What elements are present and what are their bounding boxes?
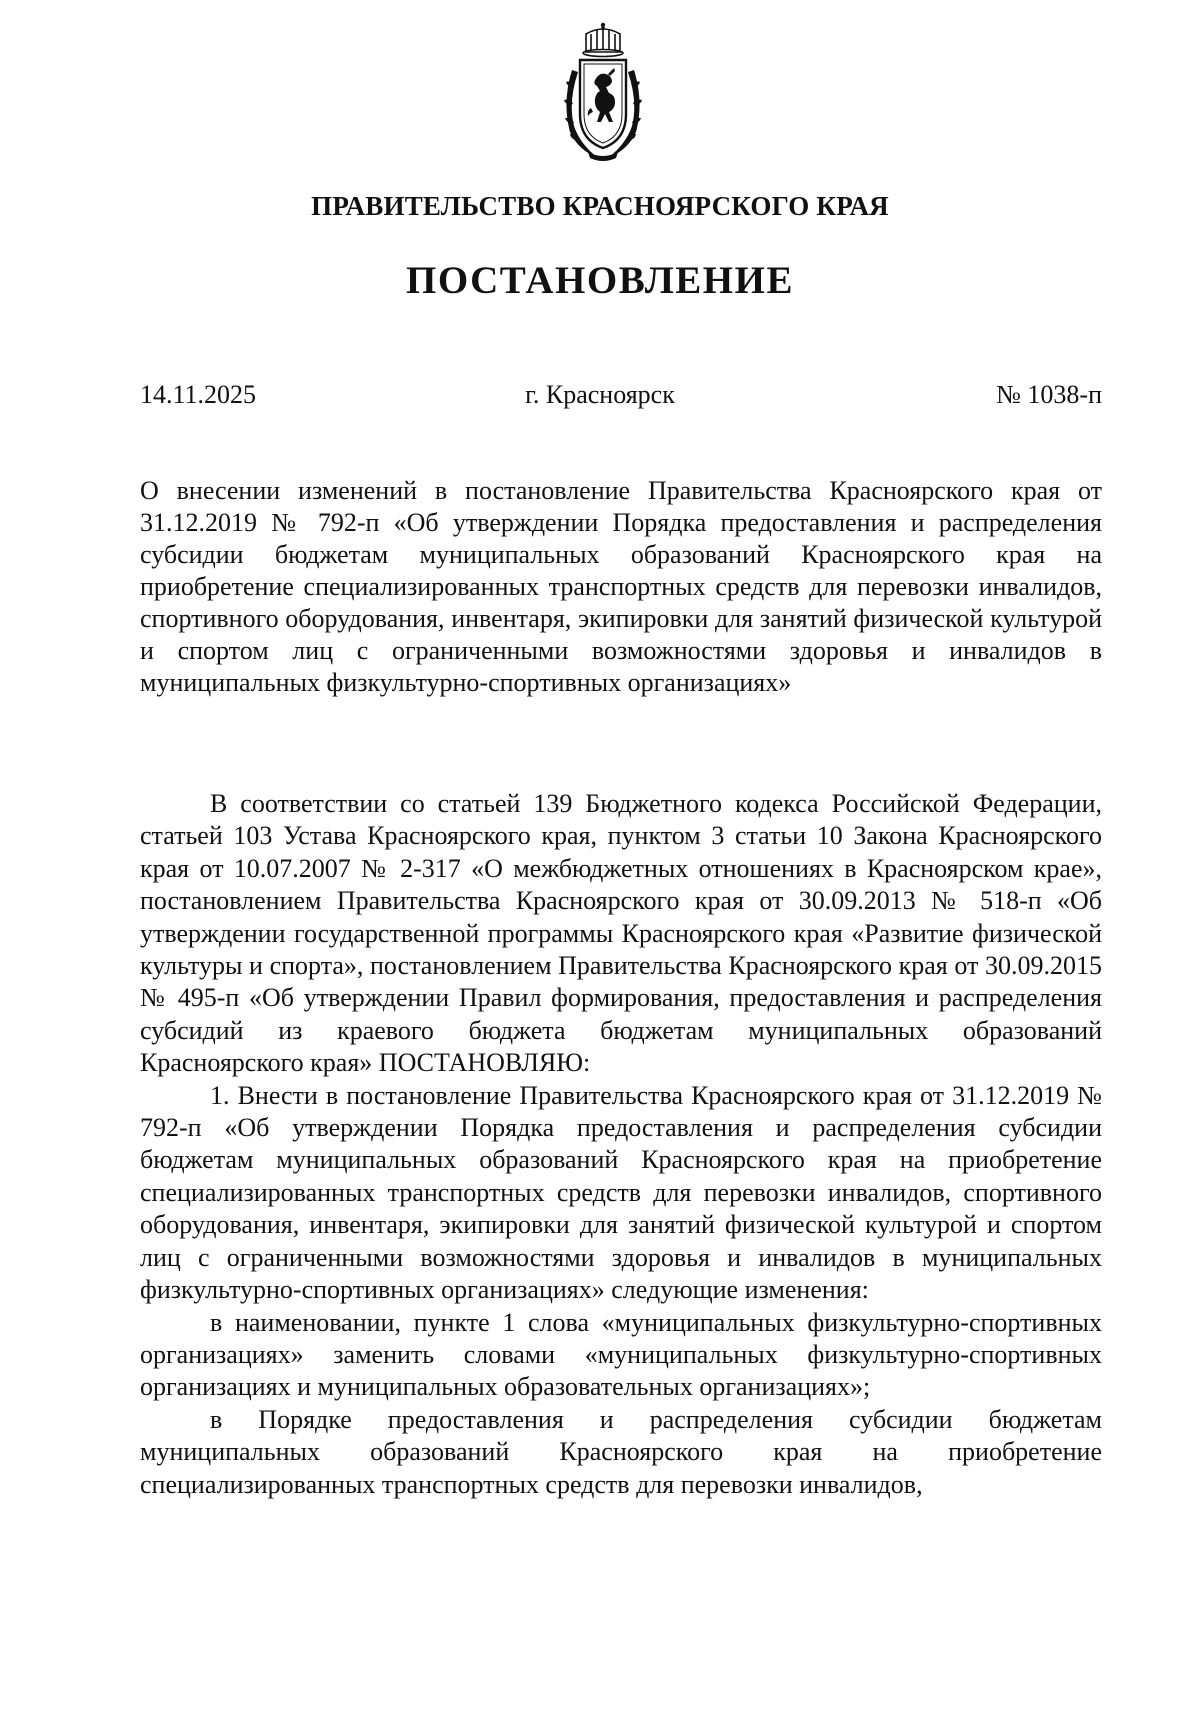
document-body bbox=[140, 788, 1102, 1501]
preamble-paragraph: В соответствии со статьей 139 Бюджетного кодекса Российской Федерации, статьей 103 Устава Красноярского края, пунктом 3 статьи 10 Закона Красноярского края от 10.07.2007 № 2-317 «О межбюджетных отношениях в Красноярском крае», постановлением Правительства Красноярского края от 30.09.2013 № 518-п «Об утверждении государственной программы Красноярского края «Развитие физической культуры и спорта», постановлением Правительства Красноярского края от 30.09.2015 № 495-п «Об утверждении Правил формирования, предоставления и распределения субсидий из краевого бюджета бюджетам муниципальных образований Красноярского края» ПОСТАНОВЛЯЮ: bbox=[140, 789, 1102, 1078]
item-1-paragraph: 1. Внести в постановление Правительства Красноярского края от 31.12.2019 № 792-п «Об утверждении Порядка предоставления и распределения субсидии бюджетам муниципальных образований Красноярского края на приобретение специализированных транспортных средств для перевозки инвалидов, спортивного оборудования, инвентаря, экипировки для занятий физической культурой и спортом лиц с ограниченными возможностями здоровья и инвалидов в муниципальных физкультурно-спортивных организациях» следующие изменения: bbox=[140, 1080, 1102, 1305]
document-date: 14.11.2025 bbox=[140, 380, 257, 409]
change-1-paragraph: в наименовании, пункте 1 слова «муниципальных физкультурно-спортивных организациях» заменить словами «муниципальных физкультурно-спортивных организациях и муниципальных образовательных организациях»; bbox=[140, 1307, 1102, 1402]
change-2-paragraph: в Порядке предоставления и распределения субсидии бюджетам муниципальных образований Красноярского края на приобретение специализированных транспортных средств для перевозки инвалидов, bbox=[140, 1404, 1102, 1499]
document-number: № 1038-п bbox=[996, 380, 1102, 409]
document-city: г. Красноярск bbox=[525, 380, 675, 409]
document-type-title: ПОСТАНОВЛЕНИЕ bbox=[405, 259, 794, 302]
coat-of-arms-icon bbox=[558, 22, 648, 164]
document-subject: О внесении изменений в постановление Правительства Красноярского края от 31.12.2019 № 792-п «Об утверждении Порядка предоставления и распределения субсидии бюджетам муниципальных образований Красноярского края на приобретение специализированных транспортных средств для перевозки инвалидов, спортивного оборудования, инвентаря, экипировки для занятий физической культурой и спортом лиц с ограниченными возможностями здоровья и инвалидов в муниципальных физкультурно-спортивных организациях» bbox=[140, 476, 1102, 697]
organization-title: ПРАВИТЕЛЬСТВО КРАСНОЯРСКОГО КРАЯ bbox=[311, 191, 889, 221]
